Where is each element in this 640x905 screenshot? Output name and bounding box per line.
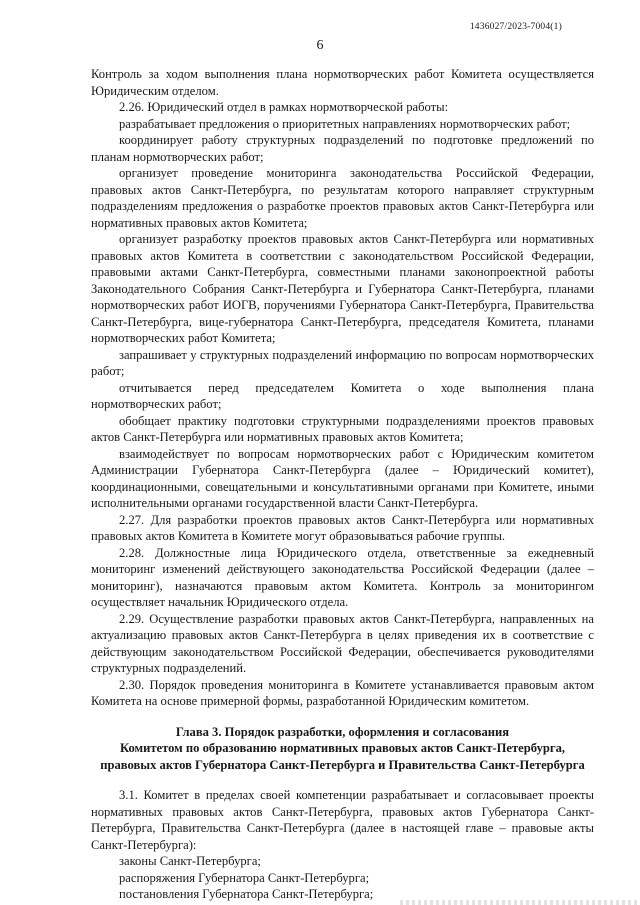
paragraph: 2.29. Осуществление разработки правовых актов Санкт-Петербурга, направленных на актуализацию правовых актов Санкт-Петербурга в целях приведения их в соответствие с действующим законодательством Российской Федерации, обеспечивается руководителями структурных подразделений.: [91, 611, 594, 675]
chapter-heading: [91, 724, 594, 774]
list-item: распоряжения Губернатора Санкт-Петербурга;: [119, 870, 370, 885]
chapter-heading-line: правовых актов Губернатора Санкт-Петербурга и Правительства Санкт-Петербурга: [100, 757, 585, 772]
scan-edge-artifact: [400, 900, 640, 905]
paragraph: Контроль за ходом выполнения плана нормотворческих работ Комитета осуществляется Юридическим отделом.: [91, 67, 594, 98]
paragraph: 2.30. Порядок проведения мониторинга в Комитете устанавливается правовым актом Комитета на основе примерной формы, разработанной Юридическим комитетом.: [91, 677, 594, 708]
chapter-heading-line: Комитетом по образованию нормативных правовых актов Санкт-Петербурга,: [119, 741, 566, 755]
paragraph: отчитывается перед председателем Комитета о ходе выполнения плана нормотворческих работ;: [91, 380, 594, 411]
paragraph: взаимодействует по вопросам нормотворческих работ с Юридическим комитетом Администрации Губернатора Санкт-Петербурга (далее – Юридический комитет), координационными, совещательными и консультативными органами при Комитете, иными исполнительными органами государственной власти Санкт-Петербурга.: [91, 446, 594, 510]
list-item: постановления Губернатора Санкт-Петербурга;: [119, 887, 374, 901]
paragraph: 3.1. Комитет в пределах своей компетенции разрабатывает и согласовывает проекты нормативных правовых актов Санкт-Петербурга, правовых актов Губернатора Санкт-Петербурга, Правительства Санкт-Петербурга (далее в настоящей главе – правовые акты Санкт-Петербурга):: [91, 788, 594, 852]
paragraph: 2.26. Юридический отдел в рамках нормотворческой работы:: [119, 100, 449, 114]
document-registration-number: 1436027/2023-7004(1): [469, 22, 562, 32]
paragraph: запрашивает у структурных подразделений информацию по вопросам нормотворческих работ;: [91, 347, 594, 378]
document-body: [91, 66, 594, 903]
list-item: законы Санкт-Петербурга;: [119, 854, 261, 868]
paragraph: координирует работу структурных подразделений по подготовке предложений по планам нормотворческих работ;: [91, 133, 594, 164]
chapter-heading-line: Глава 3. Порядок разработки, оформления и согласования: [175, 724, 510, 739]
paragraph: 2.28. Должностные лица Юридического отдела, ответственные за ежедневный мониторинг изменений действующего законодательства Российской Федерации (далее – мониторинг), назначаются правовым актом Комитета. Контроль за мониторингом осуществляет начальник Юридического отдела.: [91, 545, 594, 609]
paragraph: обобщает практику подготовки структурными подразделениями проектов правовых актов Санкт-Петербурга или нормативных правовых актов Комитета;: [91, 413, 594, 444]
paragraph: организует разработку проектов правовых актов Санкт-Петербурга или нормативных правовых актов Комитета в соответствии с законодательством Российской Федерации, правовыми актами Санкт-Петербурга, совместными планами законопроектной работы Законодательного Собрания Санкт-Петербурга и Губернатора Санкт-Петербурга, планами нормотворческих работ ИОГВ, поручениями Губернатора Санкт-Петербурга, Правительства Санкт-Петербурга, вице-губернатора Санкт-Петербурга, председателя Комитета, планами нормотворческих работ Комитета;: [91, 232, 594, 345]
page-number: 6: [316, 38, 324, 53]
paragraph: организует проведение мониторинга законодательства Российской Федерации, правовых актов Санкт-Петербурга, по результатам которого направляет структурным подразделениям предложения о разработке проектов правовых актов Санкт-Петербурга или нормативных правовых актов Комитета;: [91, 166, 594, 230]
paragraph: разрабатывает предложения о приоритетных направлениях нормотворческих работ;: [119, 116, 571, 131]
paragraph: 2.27. Для разработки проектов правовых актов Санкт-Петербурга или нормативных правовых актов Комитета в Комитете могут образовываться рабочие группы.: [91, 512, 594, 543]
